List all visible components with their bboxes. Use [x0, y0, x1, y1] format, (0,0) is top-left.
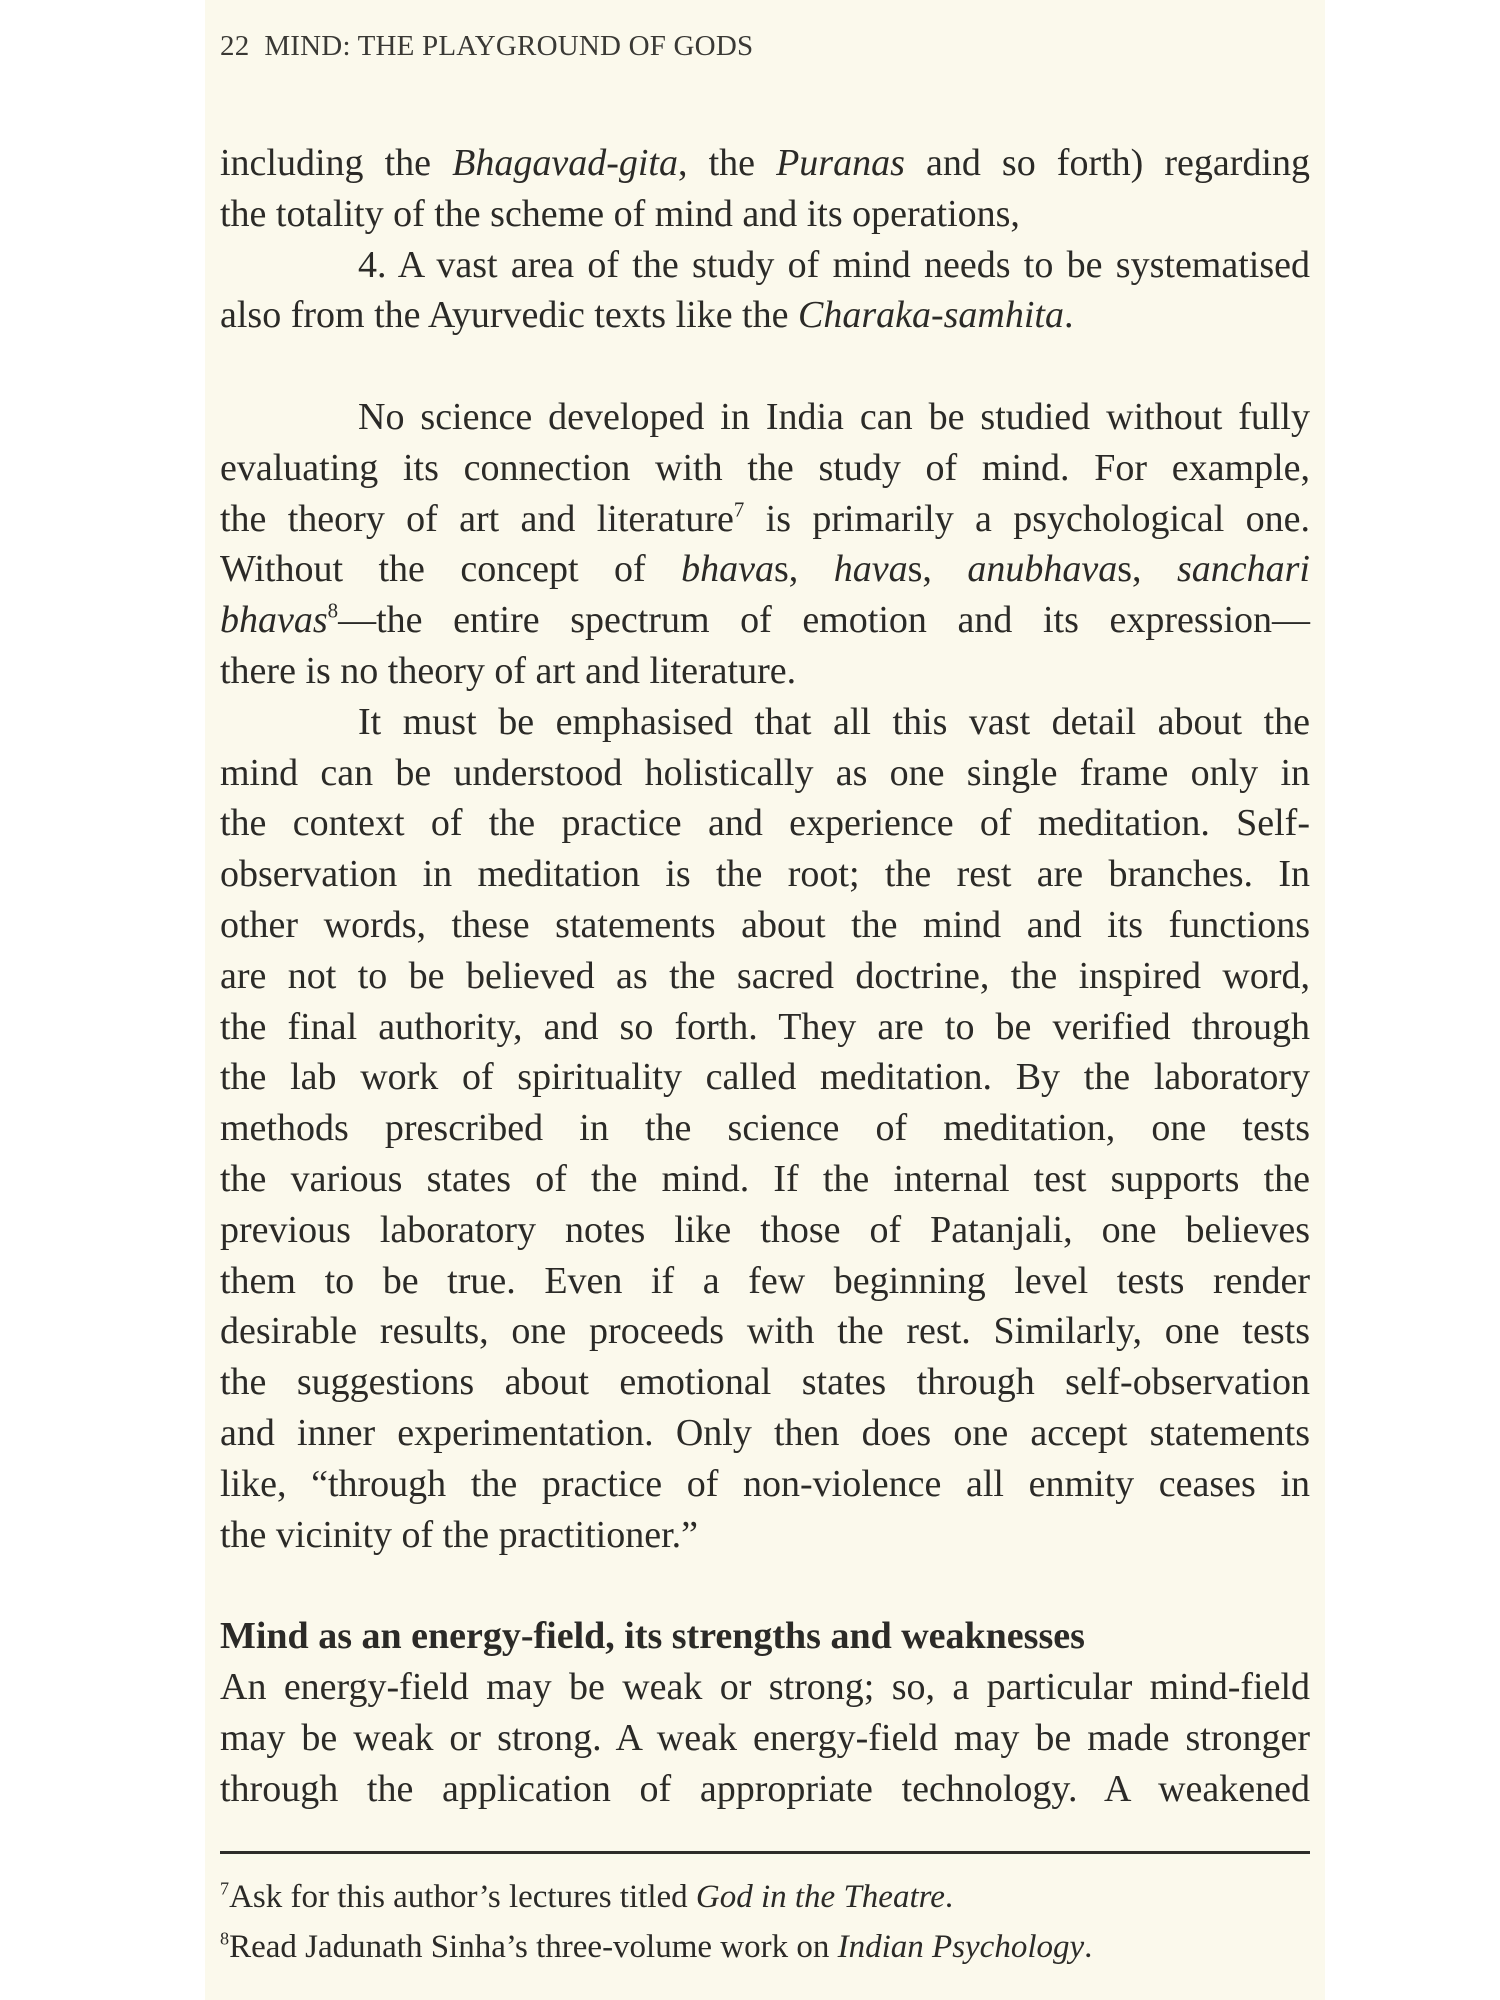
text-line [220, 1205, 1310, 1255]
text-line [220, 494, 1310, 544]
text-run: Mind as an energy-field, its strengths and weaknesses [220, 1615, 1085, 1658]
italic-text: Charaka-samhita [797, 294, 1064, 337]
text-run: mind can be understood holistically as one single frame only in [220, 751, 1310, 794]
text-run: No science developed in India can be studied without fully [358, 396, 1310, 438]
running-header [220, 30, 753, 63]
text-run: 4. A vast area of the study of mind needs to be systematised [358, 243, 1310, 286]
text-run: An energy-field may be weak or strong; so, a particular mind-field [220, 1666, 1310, 1708]
page-number: 22 [220, 30, 250, 62]
text-line [220, 849, 1310, 899]
italic-text: Indian Psychology [837, 1929, 1085, 1965]
text-run: and so forth) regarding [904, 142, 1310, 184]
text-run: previous laboratory notes like those of Patanjali, one believes [220, 1208, 1310, 1251]
text-line [220, 544, 1310, 594]
text-run: the totality of the scheme of mind and its operations, [220, 192, 1020, 235]
text-run: the final authority, and so forth. They are to be verified through [220, 1005, 1310, 1048]
text-line [220, 392, 1310, 442]
text-run: may be weak or strong. A weak energy-field may be made stronger [220, 1716, 1310, 1759]
text-run: methods prescribed in the science of meditation, one tests [220, 1107, 1310, 1150]
italic-text: bhava [681, 548, 774, 591]
text-run: s, [773, 548, 834, 591]
text-line [220, 595, 1310, 645]
text-run: , the [678, 142, 777, 184]
text-line [220, 1052, 1310, 1102]
italic-text: hava [833, 548, 908, 591]
text-line [220, 1713, 1310, 1763]
text-run: s, [1117, 548, 1177, 591]
italic-text: Puranas [776, 142, 905, 184]
text-line [220, 1662, 1310, 1712]
text-line [220, 1306, 1310, 1356]
italic-text: anubhava [967, 548, 1118, 591]
text-line [220, 1764, 1310, 1814]
text-line [220, 290, 1310, 340]
italic-text: God in the Theatre [695, 1879, 945, 1915]
footnote [220, 1922, 1310, 1972]
italic-text: bhavas [220, 599, 328, 642]
footnote-marker: 7 [733, 496, 745, 521]
text-run: —the entire spectrum of emotion and its expression— [338, 599, 1310, 642]
text-run: the various states of the mind. If the internal test supports the [220, 1158, 1310, 1200]
text-run: Ask for this author’s lectures titled [229, 1879, 696, 1915]
text-line [220, 1510, 1310, 1560]
text-line [220, 1154, 1310, 1204]
text-line [220, 798, 1310, 848]
italic-text: sanchari [1176, 548, 1310, 591]
section-heading [220, 1611, 1310, 1661]
text-run: It must be emphasised that all this vast detail about the [358, 700, 1310, 743]
running-title: MIND: THE PLAYGROUND OF GODS [264, 30, 754, 62]
text-run: them to be true. Even if a few beginning level tests render [220, 1259, 1310, 1302]
text-run: observation in meditation is the root; the rest are branches. In [220, 853, 1310, 896]
text-run: the context of the practice and experience of meditation. Self- [220, 802, 1310, 845]
text-run: . [944, 1879, 954, 1915]
text-run: s, [907, 548, 968, 591]
text-line [220, 138, 1310, 188]
footnote-marker: 8 [327, 598, 339, 623]
text-run: evaluating its connection with the study of mind. For example, [220, 446, 1310, 489]
text-line [220, 748, 1310, 798]
text-run: other words, these statements about the mind and its functions [220, 904, 1310, 946]
text-run: . [1063, 294, 1074, 337]
text-run: and inner experimentation. Only then does one accept statements [220, 1412, 1310, 1454]
text-line [220, 240, 1310, 290]
footnote [220, 1872, 1310, 1922]
text-line [220, 189, 1310, 239]
text-run: the lab work of spirituality called meditation. By the laboratory [220, 1056, 1310, 1099]
text-run: desirable results, one proceeds with the rest. Similarly, one tests [220, 1310, 1310, 1353]
footnote-marker: 8 [220, 1928, 230, 1949]
text-line [220, 1357, 1310, 1407]
text-line [220, 1408, 1310, 1458]
text-line [220, 1459, 1310, 1509]
text-run: Without the concept of [220, 548, 682, 591]
text-line [220, 697, 1310, 747]
text-run: . [1084, 1929, 1093, 1965]
text-run: through the application of appropriate technology. A weakened [220, 1767, 1310, 1810]
footnote-marker: 7 [220, 1878, 230, 1899]
text-run: also from the Ayurvedic texts like the [220, 294, 798, 337]
text-run: the suggestions about emotional states through self-observation [220, 1361, 1310, 1404]
text-run: like, “through the practice of non-violence all enmity ceases in [220, 1462, 1310, 1505]
text-line [220, 443, 1310, 493]
text-line [220, 1256, 1310, 1306]
text-run: there is no theory of art and literature. [220, 650, 797, 692]
footnote-divider [220, 1851, 1310, 1854]
text-line [220, 1103, 1310, 1153]
text-run: are not to be believed as the sacred doctrine, the inspired word, [220, 954, 1310, 997]
italic-text: Bhagavad-gita [452, 142, 678, 184]
text-run: is primarily a psychological one. [744, 497, 1310, 540]
text-line [220, 646, 1310, 696]
text-run: the theory of art and literature [220, 497, 734, 540]
text-line [220, 1002, 1310, 1052]
text-line [220, 900, 1310, 950]
text-run: including the [220, 142, 453, 184]
text-run: Read Jadunath Sinha’s three-volume work on [229, 1929, 838, 1965]
text-line [220, 951, 1310, 1001]
text-run: the vicinity of the practitioner.” [220, 1513, 699, 1556]
